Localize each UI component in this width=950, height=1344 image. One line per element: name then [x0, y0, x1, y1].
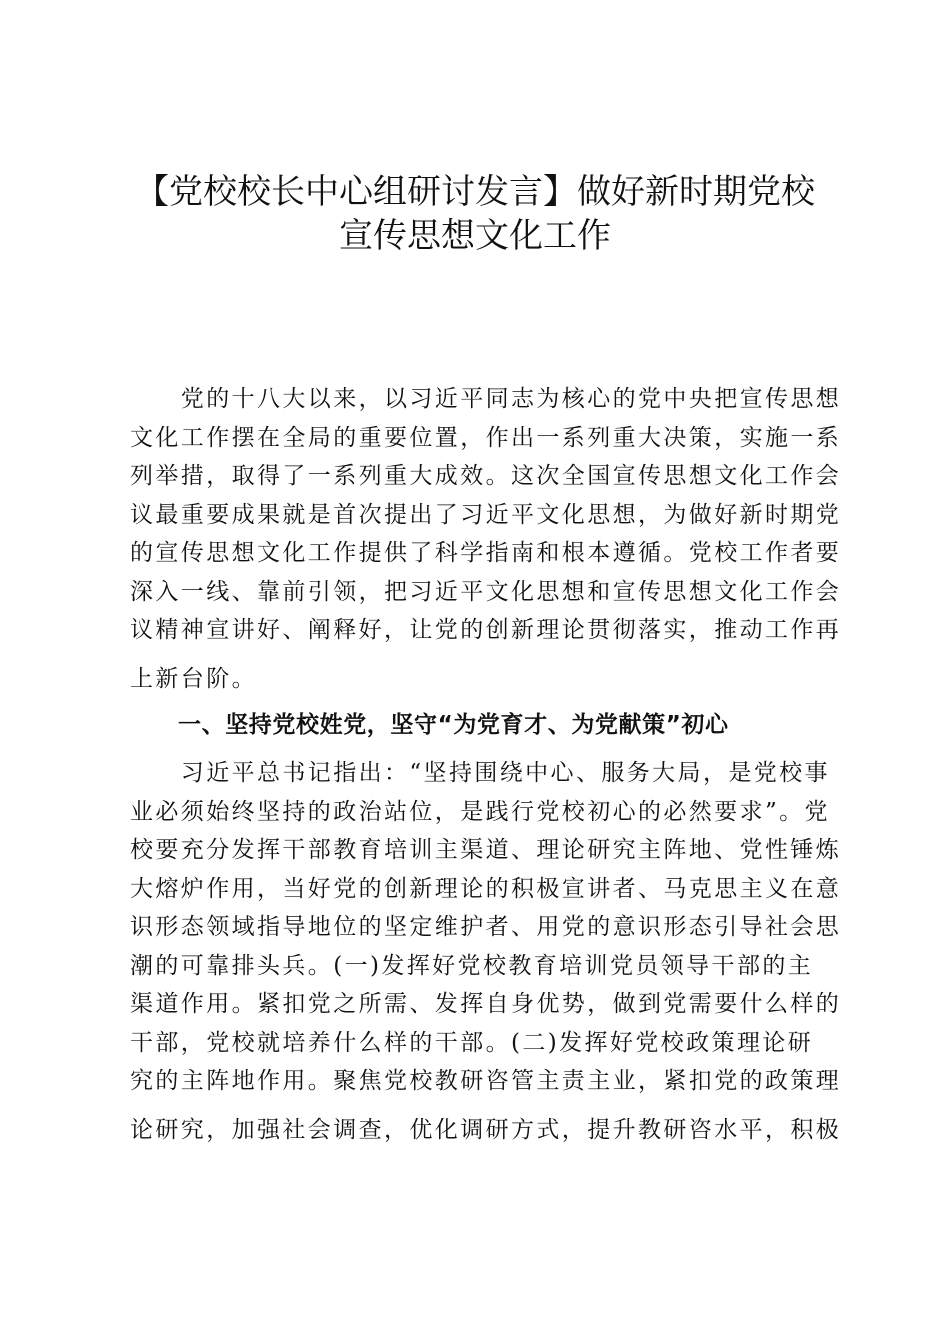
title-line-1: 【党校校长中心组研讨发言】做好新时期党校 — [135, 172, 815, 212]
text-line: 大熔炉作用，当好党的创新理论的积极宣讲者、马克思主义在意 — [130, 875, 842, 902]
text-line: 究的主阵地作用。聚焦党校教研咨管主责主业，紧扣党的政策理 — [130, 1068, 842, 1094]
text-line: 议最重要成果就是首次提出了习近平文化思想，为做好新时期党 — [130, 501, 842, 528]
text-line: 业必须始终坚持的政治站位，是践行党校初心的必然要求”。党 — [130, 798, 830, 825]
text-line: 校要充分发挥干部教育培训主渠道、理论研究主阵地、党性锤炼 — [130, 837, 842, 863]
section-heading: 一、坚持党校姓党，坚守“为党育才、为党献策”初心 — [178, 712, 729, 738]
text-line: 上新台阶。 — [130, 665, 257, 692]
text-line: 识形态领域指导地位的坚定维护者、用党的意识形态引导社会思 — [130, 914, 842, 940]
text-line: 渠道作用。紧扣党之所需、发挥自身优势，做到党需要什么样的 — [130, 991, 842, 1017]
text-line: 文化工作摆在全局的重要位置，作出一系列重大决策，实施一系 — [130, 424, 842, 451]
text-line: 潮的可靠排头兵。(一)发挥好党校教育培训党员领导干部的主 — [130, 952, 814, 979]
title-line-2: 宣传思想文化工作 — [339, 216, 611, 256]
text-line: 深入一线、靠前引领，把习近平文化思想和宣传思想文化工作会 — [130, 578, 842, 605]
text-line: 论研究，加强社会调查，优化调研方式，提升教研咨水平，积极 — [130, 1116, 842, 1143]
paragraph-intro — [130, 380, 842, 698]
text-line: 的宣传思想文化工作提供了科学指南和根本遵循。党校工作者要 — [130, 540, 842, 566]
text-line: 习近平总书记指出：“坚持围绕中心、服务大局，是党校事 — [130, 760, 830, 786]
text-line: 列举措，取得了一系列重大成效。这次全国宣传思想文化工作会 — [130, 463, 842, 489]
paragraph-section-1 — [130, 754, 842, 1149]
text-line: 党的十八大以来，以习近平同志为核心的党中央把宣传思想 — [130, 386, 842, 412]
document-title — [100, 170, 850, 258]
text-line: 干部，党校就培养什么样的干部。(二)发挥好党校政策理论研 — [130, 1029, 814, 1056]
text-line: 议精神宣讲好、阐释好，让党的创新理论贯彻落实，推动工作再 — [130, 617, 842, 643]
